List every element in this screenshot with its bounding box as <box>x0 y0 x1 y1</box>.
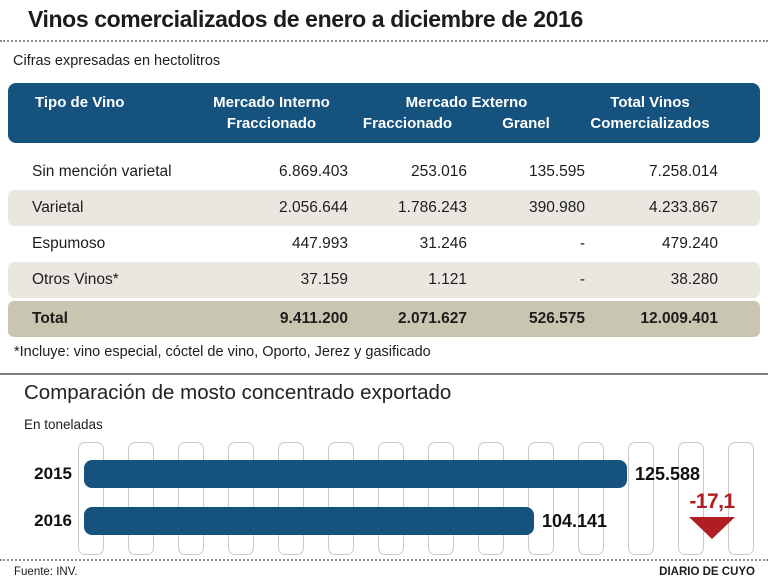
export-bar-chart <box>0 442 768 557</box>
down-arrow-icon <box>689 517 735 539</box>
cell-interno: 6.869.403 <box>279 163 348 180</box>
bar-2015 <box>84 460 627 488</box>
cell-total: 4.233.867 <box>649 199 718 216</box>
header-interno-fraccionado: Fraccionado <box>226 115 317 132</box>
row-label: Varietal <box>32 199 84 216</box>
header-mercado-externo: Mercado Externo <box>405 94 528 111</box>
row-label: Sin mención varietal <box>32 163 172 180</box>
grid-column <box>178 442 204 555</box>
cell-externo-fraccionado: 31.246 <box>419 235 467 252</box>
cell-granel: 390.980 <box>528 199 585 216</box>
grid-column <box>228 442 254 555</box>
bar-value-label: 125.588 <box>635 463 701 484</box>
bar-row-2015 <box>84 460 700 488</box>
bar-2016 <box>84 507 534 535</box>
cell-granel: 526.575 <box>528 310 585 327</box>
cell-externo-fraccionado: 2.071.627 <box>398 310 467 327</box>
grid-column <box>378 442 404 555</box>
table-body <box>8 154 760 337</box>
divider-dotted-top <box>0 40 768 42</box>
change-annotation <box>676 490 748 539</box>
grid-column <box>278 442 304 555</box>
cell-interno: 9.411.200 <box>279 310 348 327</box>
cell-externo-fraccionado: 1.121 <box>428 271 467 288</box>
row-label: Otros Vinos* <box>32 271 119 288</box>
header-tipo-de-vino: Tipo de Vino <box>35 94 125 111</box>
grid-column <box>78 442 104 555</box>
grid-column <box>528 442 554 555</box>
cell-granel: - <box>579 271 585 288</box>
grid-column <box>628 442 654 555</box>
table-units-note: Cifras expresadas en hectolitros <box>13 53 221 69</box>
header-externo-fraccionado: Fraccionado <box>362 115 453 132</box>
chart-gridlines <box>78 442 754 555</box>
cell-interno: 37.159 <box>300 271 348 288</box>
bar-category-label: 2016 <box>34 511 72 530</box>
table-row <box>8 262 760 298</box>
cell-interno: 2.056.644 <box>279 199 348 216</box>
grid-column <box>428 442 454 555</box>
row-label: Espumoso <box>32 235 106 252</box>
cell-total: 479.240 <box>661 235 718 252</box>
cell-externo-fraccionado: 253.016 <box>410 163 467 180</box>
cell-interno: 447.993 <box>291 235 348 252</box>
table-footnote: *Incluye: vino especial, cóctel de vino, Oporto, Jerez y gasificado <box>14 344 431 360</box>
cell-granel: - <box>579 235 585 252</box>
cell-total: 38.280 <box>670 271 718 288</box>
chart-units-note: En toneladas <box>24 417 103 432</box>
row-label: Total <box>32 310 68 327</box>
header-comercializados: Comercializados <box>590 115 710 132</box>
table-header <box>8 83 760 143</box>
header-granel: Granel <box>502 115 550 132</box>
grid-column <box>578 442 604 555</box>
table-row <box>8 154 760 190</box>
grid-column <box>328 442 354 555</box>
chart-title: Comparación de mosto concentrado exportado <box>24 381 452 404</box>
percent-change-value: -17,1 <box>689 490 735 513</box>
divider-dotted-bottom <box>0 559 768 561</box>
cell-externo-fraccionado: 1.786.243 <box>398 199 467 216</box>
bar-category-label: 2015 <box>34 464 72 483</box>
cell-granel: 135.595 <box>528 163 585 180</box>
cell-total: 7.258.014 <box>649 163 718 180</box>
header-total-vinos: Total Vinos <box>610 94 690 111</box>
bar-row-2016 <box>84 507 607 535</box>
cell-total: 12.009.401 <box>640 310 718 327</box>
page-title: Vinos comercializados de enero a diciembre de 2016 <box>28 6 583 32</box>
source-credit: Fuente: INV. <box>14 566 78 578</box>
footer <box>14 566 755 578</box>
grid-column <box>478 442 504 555</box>
header-mercado-interno: Mercado Interno <box>213 94 330 111</box>
divider-solid <box>0 373 768 375</box>
publisher-credit: DIARIO DE CUYO <box>659 566 755 578</box>
table-row <box>8 190 760 226</box>
grid-column <box>128 442 154 555</box>
table-row <box>8 226 760 262</box>
table-total-row <box>8 301 760 337</box>
bar-value-label: 104.141 <box>542 510 608 531</box>
